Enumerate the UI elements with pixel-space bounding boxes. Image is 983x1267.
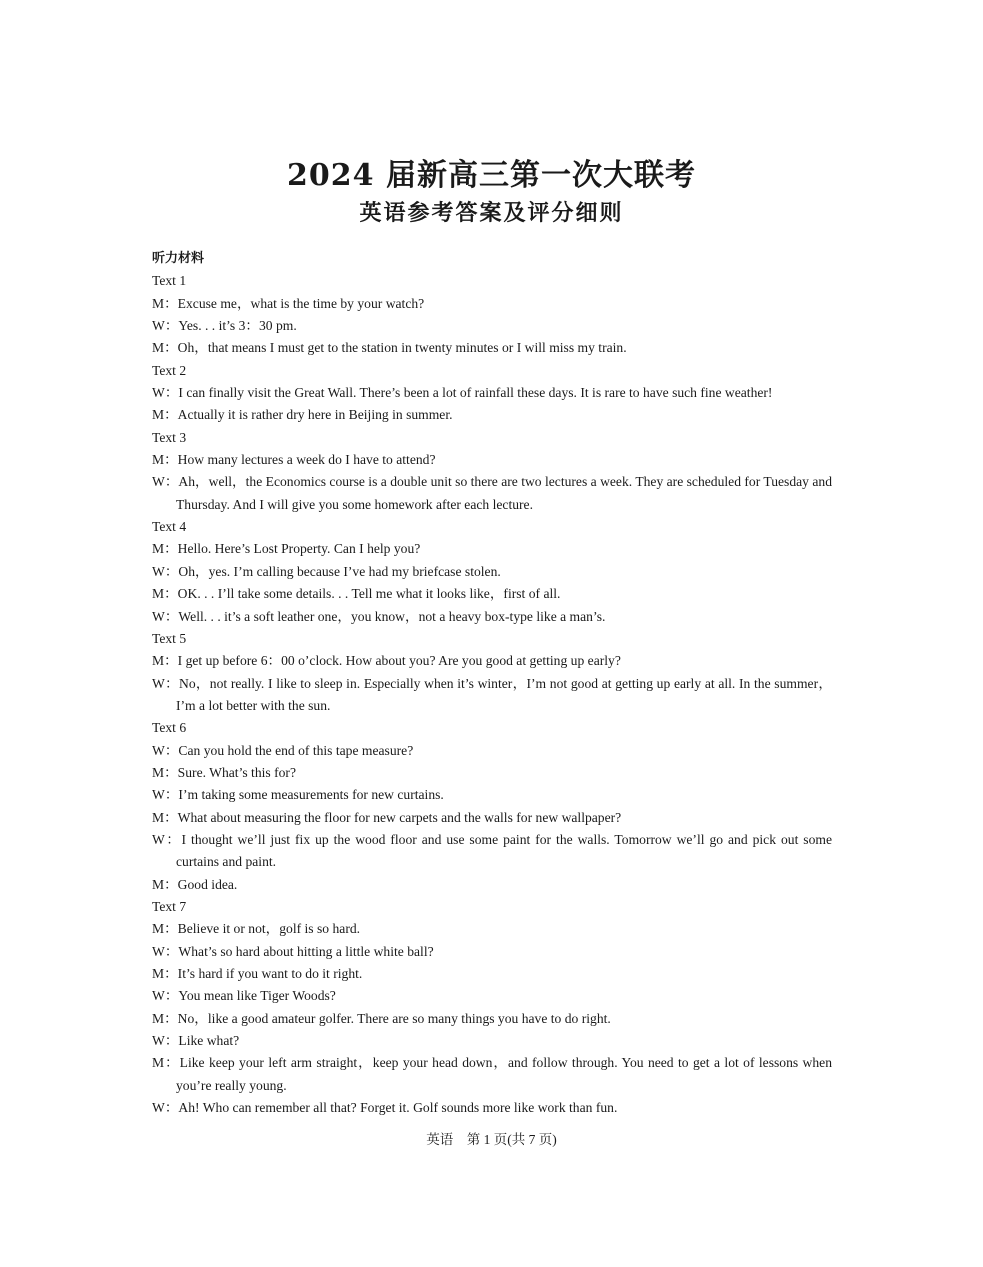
text-heading: Text 1 [152,273,187,289]
dialogue-line: W：I’m taking some measurements for new curtains. [152,787,444,803]
dialogue-line: M：Actually it is rather dry here in Beijing in summer. [152,407,453,423]
dialogue-line: M：It’s hard if you want to do it right. [152,966,363,981]
dialogue-line: W：Yes. . . it’s 3：30 pm. [152,318,297,334]
dialogue-line: W：Well. . . it’s a soft leather one，you know，not a heavy box-type like a man’s. [152,608,606,624]
text-heading: Text 5 [152,630,187,646]
dialogue-line: M：Good idea. [152,876,238,892]
section-label: 听力材料 [152,251,205,266]
text-heading: Text 2 [152,362,187,378]
dialogue-line: M：Sure. What’s this for? [152,764,296,780]
text-heading: Text 4 [152,519,187,535]
dialogue-line: W：Oh，yes. I’m calling because I’ve had my briefcase stolen. [152,563,501,579]
dialogue-line: M：Hello. Here’s Lost Property. Can I help you? [152,541,421,557]
dialogue-line: W：Can you hold the end of this tape measure? [152,742,414,758]
text-heading: Text 6 [152,720,187,736]
dialogue-line: M：OK. . . I’ll take some details. . . Tell me what it looks like，first of all. [152,586,561,602]
dialogue-line: M：Believe it or not，golf is so hard. [152,921,361,937]
dialogue-line: W：I can finally visit the Great Wall. There’s been a lot of rainfall these days. It is rare to have such fine weather! [152,385,773,401]
dialogue-line: W：No，not really. I like to sleep in. Especially when it’s winter，I’m not good at getting up early at all. In the summer，I’m a lot better with the sun. [152,675,832,713]
dialogue-line: M：Like keep your left arm straight，keep your head down，and follow through. You need to get a lot of lessons when you’re really young. [152,1055,832,1093]
dialogue-line: M：Excuse me，what is the time by your watch? [152,295,425,311]
transcript-lines [152,270,832,1119]
dialogue-line: W：You mean like Tiger Woods? [152,988,336,1004]
dialogue-line: M：What about measuring the floor for new carpets and the walls for new wallpaper? [152,809,622,825]
text-heading: Text 3 [152,429,187,445]
dialogue-line: W：What’s so hard about hitting a little white ball? [152,943,434,959]
dialogue-line: M：Oh，that means I must get to the station in twenty minutes or I will miss my train. [152,340,627,356]
dialogue-line: W：Ah! Who can remember all that? Forget it. Golf sounds more like work than fun. [152,1100,618,1116]
page-subtitle: 英语参考答案及评分细则 [359,201,624,226]
dialogue-line: W：Ah，well，the Economics course is a double unit so there are two lectures a week. They are scheduled for Tuesday and Thursday. And I will give you some homework after each lecture. [152,474,832,512]
page-title: 2024 届新高三第一次大联考 [287,158,696,193]
dialogue-line: M：I get up before 6：00 o’clock. How about you? Are you good at getting up early? [152,653,621,669]
dialogue-line: M：How many lectures a week do I have to attend? [152,452,436,468]
page-footer: 英语 第 1 页(共 7 页) [426,1132,557,1147]
dialogue-line: M：No，like a good amateur golfer. There are so many things you have to do right. [152,1010,611,1026]
dialogue-line: W：I thought we’ll just fix up the wood floor and use some paint for the walls. Tomorrow we’ll go and pick out some curtains and paint. [152,831,832,870]
document-body [152,248,832,1119]
text-heading: Text 7 [152,898,187,914]
dialogue-line: W：Like what? [152,1033,240,1049]
